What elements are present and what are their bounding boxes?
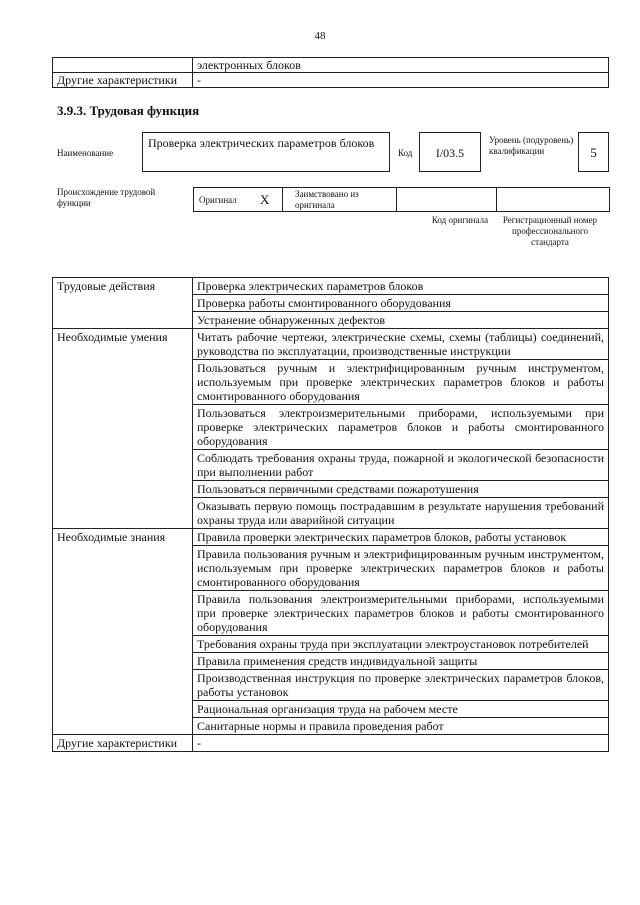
level-label: Уровень (подуровень) квалификации — [489, 135, 574, 156]
labor-action: Устранение обнаруженных дефектов — [193, 312, 609, 329]
knowledge-item: Правила пользования электроизмерительными приборами, используемыми при проверке электрических параметров блоков и работы смонтированного оборудования — [193, 591, 609, 636]
table-row — [53, 73, 609, 88]
other-value: - — [193, 735, 609, 752]
knowledge-item: Рациональная организация труда на рабочем месте — [193, 701, 609, 718]
skill: Пользоваться первичными средствами пожаротушения — [193, 481, 609, 498]
table-row — [53, 329, 609, 360]
knowledge-item: Требования охраны труда при эксплуатации электроустановок потребителей — [193, 636, 609, 653]
borrowed-label: Заимствовано из оригинала — [295, 189, 359, 210]
skill: Пользоваться ручным и электрифицированным ручным инструментом, используемым при проверке электрических параметров блоков и работы смонтированного оборудования — [193, 360, 609, 405]
table-row — [53, 58, 609, 73]
labor-action: Проверка электрических параметров блоков — [193, 278, 609, 295]
table-cell-empty — [53, 58, 193, 73]
skill: Соблюдать требования охраны труда, пожарной и экологической безопасности при выполнении работ — [193, 450, 609, 481]
level-value-box: 5 — [578, 132, 609, 172]
original-mark: X — [260, 192, 270, 207]
table-cell: - — [193, 73, 609, 88]
origin-box — [193, 187, 610, 212]
section-title: 3.9.3. Трудовая функция — [57, 103, 200, 118]
function-code-box: I/03.5 — [419, 132, 481, 172]
labor-action: Проверка работы смонтированного оборудования — [193, 295, 609, 312]
code-original-label: Код оригинала — [431, 215, 489, 225]
page-number: 48 — [314, 30, 326, 42]
table-cell: электронных блоков — [193, 58, 609, 73]
original-label: Оригинал — [199, 195, 237, 205]
row-label: Необходимые умения — [53, 329, 193, 529]
knowledge-item: Правила применения средств индивидуальной защиты — [193, 653, 609, 670]
table-row — [53, 735, 609, 752]
table-row — [53, 529, 609, 546]
function-name-box: Проверка электрических параметров блоков — [142, 132, 390, 172]
row-label: Другие характеристики — [53, 735, 193, 752]
knowledge-item: Санитарные нормы и правила проведения работ — [193, 718, 609, 735]
code-label: Код — [398, 148, 413, 158]
knowledge-item: Производственная инструкция по проверке электрических параметров блоков, работы установок — [193, 670, 609, 701]
skill: Пользоваться электроизмерительными приборами, используемыми при проверке электрических параметров блоков и работы смонтированного оборудования — [193, 405, 609, 450]
reg-number-label: Регистрационный номер профессионального стандарта — [502, 215, 598, 247]
knowledge-item: Правила проверки электрических параметров блоков, работы установок — [193, 529, 609, 546]
row-label: Другие характеристики — [53, 73, 193, 88]
knowledge-item: Правила пользования ручным и электрифицированным ручным инструментом, используемым при проверке электрических параметров блоков и работы смонтированного оборудования — [193, 546, 609, 591]
labor-function-table — [52, 277, 609, 752]
row-label: Трудовые действия — [53, 278, 193, 329]
previous-function-table — [52, 57, 609, 88]
row-label: Необходимые знания — [53, 529, 193, 735]
skill: Оказывать первую помощь пострадавшим в результате нарушения требований охраны труда или аварийной ситуации — [193, 498, 609, 529]
origin-label: Происхождение трудовой функции — [57, 187, 156, 208]
table-row — [53, 278, 609, 295]
skill: Читать рабочие чертежи, электрические схемы, схемы (таблицы) соединений, руководства по эксплуатации, производственные инструкции — [193, 329, 609, 360]
name-label: Наименование — [57, 148, 114, 158]
